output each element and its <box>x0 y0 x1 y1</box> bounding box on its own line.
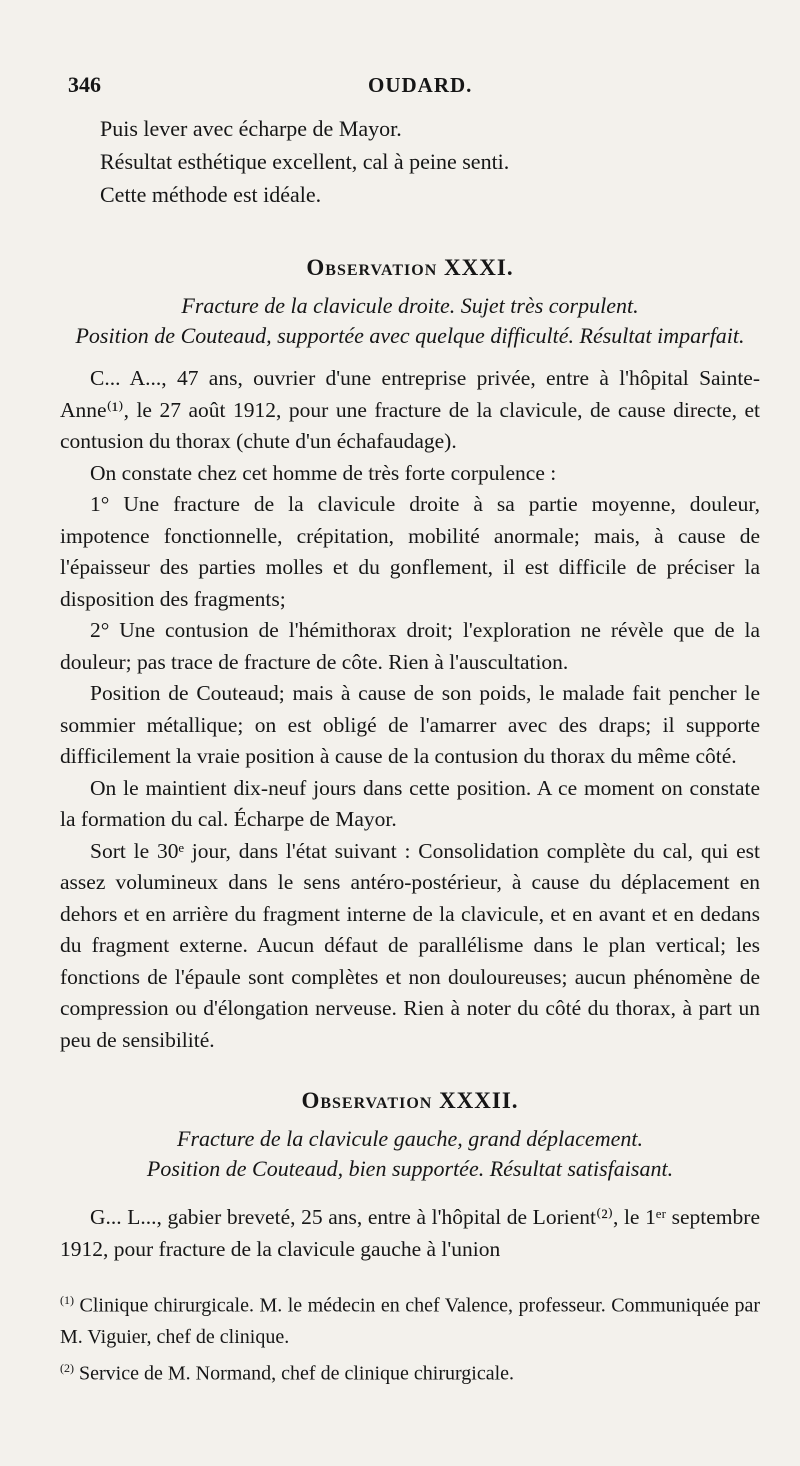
paragraph: Position de Couteaud; mais à cause de son poids, le malade fait pencher le sommier métallique; on est obligé de l'amarrer avec des draps; il supporte difficilement la vraie position à cause de la contusion du thorax du même côté. <box>60 681 760 768</box>
paragraph: On constate chez cet homme de très forte corpulence : <box>90 460 557 485</box>
intro-line: Puis lever avec écharpe de Mayor. <box>100 116 402 141</box>
intro-line: Cette méthode est idéale. <box>100 182 322 207</box>
observation-31-summary <box>60 291 760 351</box>
footnote-text: Service de M. Normand, chef de clinique chirurgicale. <box>79 1362 515 1385</box>
observation-31-title: Observation XXXI. <box>306 255 514 280</box>
footnote-text: Clinique chirurgicale. M. le médecin en chef Valence, professeur. Communiquée par M. Viguier, chef de clinique. <box>60 1294 761 1348</box>
footnote <box>60 1353 760 1390</box>
observation-32-title: Observation XXXII. <box>301 1088 519 1113</box>
summary-line: Fracture de la clavicule droite. Sujet très corpulent. <box>181 293 639 318</box>
paragraph: C... A..., 47 ans, ouvrier d'une entreprise privée, entre à l'hôpital Sainte-Anne⁽¹⁾, le 27 août 1912, pour une fracture de la clavicule, de cause directe, et contusion du thorax (chute d'un échafaudage). <box>60 366 760 453</box>
footnotes <box>60 1285 760 1389</box>
paragraph: G... L..., gabier breveté, 25 ans, entre à l'hôpital de Lorient⁽²⁾, le 1ᵉʳ septembre 1912, pour fracture de la clavicule gauche à l'union <box>60 1205 760 1261</box>
page-number: 346 <box>68 72 101 97</box>
footnote-mark: (1) <box>60 1293 74 1307</box>
footnote-mark: (2) <box>60 1360 74 1375</box>
summary-line: Position de Couteaud, bien supportée. Résultat satisfaisant. <box>146 1156 674 1181</box>
summary-line: Position de Couteaud, supportée avec quelque difficulté. Résultat imparfait. <box>75 323 745 348</box>
running-title: OUDARD. <box>368 73 473 97</box>
intro-lines <box>60 112 760 211</box>
intro-line: Résultat esthétique excellent, cal à peine senti. <box>100 149 510 174</box>
paragraph: Sort le 30ᵉ jour, dans l'état suivant : Consolidation complète du cal, qui est assez volumineux dans le sens antéro-postérieur, à cause du déplacement en dehors et en arrière du fragment interne de la clavicule, et en avant et en dedans du fragment externe. Aucun défaut de parallélisme dans le plan vertical; les fonctions de l'épaule sont complètes et non douloureuses; aucun phénomène de compression ou d'élongation nerveuse. Rien à noter du côté du thorax, à part un peu de sensibilité. <box>60 838 760 1052</box>
observation-31-body <box>60 363 760 1056</box>
observation-32-summary <box>60 1124 760 1184</box>
paragraph: On le maintient dix-neuf jours dans cette position. A ce moment on constate la formation du cal. Écharpe de Mayor. <box>60 775 760 831</box>
running-head <box>60 72 760 112</box>
summary-line: Fracture de la clavicule gauche, grand déplacement. <box>177 1126 643 1151</box>
paragraph: 2° Une contusion de l'hémithorax droit; l'exploration ne révèle que de la douleur; pas trace de fracture de côte. Rien à l'auscultation. <box>60 618 760 674</box>
footnote <box>60 1285 760 1353</box>
observation-32-body <box>60 1202 760 1265</box>
paragraph: 1° Une fracture de la clavicule droite à sa partie moyenne, douleur, impotence fonctionnelle, crépitation, mobilité anormale; mais, à cause de l'épaisseur des parties molles et du gonflement, il est difficile de préciser la disposition des fragments; <box>60 492 760 611</box>
